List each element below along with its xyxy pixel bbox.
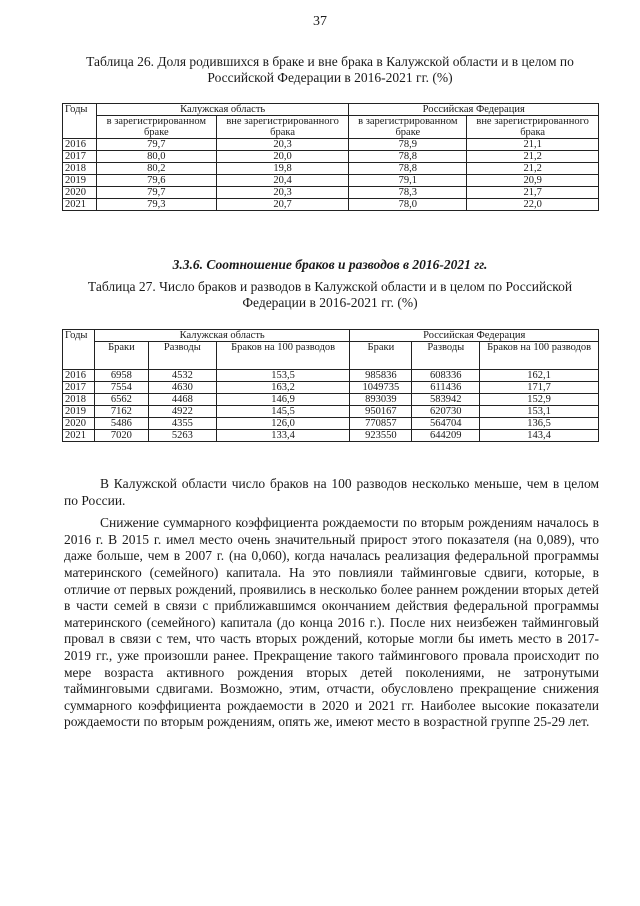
table27-cell-k_div: 4532 bbox=[148, 370, 216, 382]
table26-row bbox=[63, 151, 599, 163]
table27-row bbox=[63, 394, 599, 406]
table27-cell-k_mar: 7554 bbox=[94, 382, 148, 394]
table27-cell-rf_ratio: 171,7 bbox=[480, 382, 599, 394]
table27-cell-k_ratio: 153,5 bbox=[216, 370, 350, 382]
table27-cell-year: 2020 bbox=[63, 418, 95, 430]
table27-cell-rf_mar: 1049735 bbox=[350, 382, 412, 394]
table27-cell-rf_div: 620730 bbox=[412, 406, 480, 418]
table27-cell-rf_div: 608336 bbox=[412, 370, 480, 382]
table27-cell-k_div: 4355 bbox=[148, 418, 216, 430]
table27-cell-k_div: 4922 bbox=[148, 406, 216, 418]
table26-cell-k_in: 80,0 bbox=[96, 151, 216, 163]
table27-row bbox=[63, 418, 599, 430]
table27-cell-rf_div: 583942 bbox=[412, 394, 480, 406]
table26-cell-k_out: 20,7 bbox=[216, 199, 349, 211]
table26-cell-year: 2016 bbox=[63, 139, 97, 151]
table26-cell-rf_out: 21,2 bbox=[467, 163, 599, 175]
table27-cell-k_mar: 6958 bbox=[94, 370, 148, 382]
table26-cell-rf_in: 78,9 bbox=[349, 139, 467, 151]
table27-subheader-kaluga-divorces: Разводы bbox=[148, 342, 216, 370]
table26-cell-year: 2021 bbox=[63, 199, 97, 211]
table26 bbox=[62, 103, 599, 211]
table27-header-kaluga: Калужская область bbox=[94, 330, 349, 342]
table27-cell-k_mar: 7020 bbox=[94, 430, 148, 442]
table27-cell-rf_div: 564704 bbox=[412, 418, 480, 430]
table27-subheader-rf-ratio: Браков на 100 разводов bbox=[480, 342, 599, 370]
table27-row bbox=[63, 382, 599, 394]
table27-cell-rf_ratio: 162,1 bbox=[480, 370, 599, 382]
table26-row bbox=[63, 187, 599, 199]
table26-header-rf: Российская Федерация bbox=[349, 104, 599, 116]
table27-header-rf: Российская Федерация bbox=[350, 330, 599, 342]
table27-cell-k_ratio: 145,5 bbox=[216, 406, 350, 418]
table26-cell-rf_out: 21,7 bbox=[467, 187, 599, 199]
table27-row bbox=[63, 406, 599, 418]
table27-caption: Таблица 27. Число браков и разводов в Калужской области и в целом по Российской Федерации в 2016-2021 гг. (%) bbox=[87, 279, 573, 310]
table26-header-kaluga: Калужская область bbox=[96, 104, 349, 116]
table26-cell-rf_in: 78,0 bbox=[349, 199, 467, 211]
table27-subheader-kaluga-ratio: Браков на 100 разводов bbox=[216, 342, 350, 370]
table26-cell-k_out: 20,3 bbox=[216, 139, 349, 151]
paragraph-2: Снижение суммарного коэффициента рождаемости по вторым рождениям началось в 2016 г. В 2015 г. имел место очень значительный прирост этого показателя (на 0,089), что даже больше, чем в 2007 г. (на 0,060), когда началась реализация федеральной программы материнского (семейного) капитала. На это повлияли тайминговые сдвиги, которые, в отличие от первых рождений, проявились в несколько более раннем рождении вторых детей в части семей в связи с приближавшимся окончанием действия федеральной программы материнского (семейного) капитала (до конца 2016 г.). После них неизбежен тайминговый провал в связи с тем, что часть вторых рождений, которые могли бы иметь место в 2017-2019 гг., уже произошли ранее. Прекращение такого таймингового провала происходит по мере возраста активного рождения вторых детей поколениями, не затронутыми тайминговыми сдвигами. Возможно, этим, отчасти, обусловлено прекращение снижения суммарного коэффициента рождаемости в 2020 и 2021 гг. Наиболее высокие показатели рождаемости по вторым рождениям, опять же, имеют место в возрастной группе 25-29 лет. bbox=[64, 515, 599, 730]
table27-cell-k_div: 4630 bbox=[148, 382, 216, 394]
table27-cell-rf_mar: 893039 bbox=[350, 394, 412, 406]
table26-cell-rf_in: 79,1 bbox=[349, 175, 467, 187]
table27-cell-year: 2016 bbox=[63, 370, 95, 382]
table26-cell-k_in: 79,6 bbox=[96, 175, 216, 187]
table27-cell-rf_ratio: 136,5 bbox=[480, 418, 599, 430]
table27-cell-rf_div: 644209 bbox=[412, 430, 480, 442]
table26-row bbox=[63, 139, 599, 151]
table26-cell-k_out: 20,4 bbox=[216, 175, 349, 187]
table26-cell-k_in: 79,7 bbox=[96, 139, 216, 151]
table27-cell-rf_ratio: 153,1 bbox=[480, 406, 599, 418]
table26-cell-k_out: 20,3 bbox=[216, 187, 349, 199]
table26-cell-k_in: 80,2 bbox=[96, 163, 216, 175]
table27-cell-k_div: 4468 bbox=[148, 394, 216, 406]
table27-cell-rf_mar: 923550 bbox=[350, 430, 412, 442]
table26-cell-rf_out: 21,1 bbox=[467, 139, 599, 151]
table26-header-years: Годы bbox=[63, 104, 97, 139]
table27-cell-year: 2019 bbox=[63, 406, 95, 418]
table26-subheader-rf-out: вне зарегистрированного брака bbox=[467, 116, 599, 139]
table26-subheader-kaluga-in: в зарегистрированном браке bbox=[96, 116, 216, 139]
table27-subheader-kaluga-marriages: Браки bbox=[94, 342, 148, 370]
table27-cell-k_ratio: 163,2 bbox=[216, 382, 350, 394]
table26-cell-year: 2020 bbox=[63, 187, 97, 199]
table27 bbox=[62, 329, 599, 442]
table27-cell-rf_mar: 770857 bbox=[350, 418, 412, 430]
table26-row bbox=[63, 199, 599, 211]
table26-cell-rf_out: 20,9 bbox=[467, 175, 599, 187]
table26-cell-k_out: 19,8 bbox=[216, 163, 349, 175]
table27-cell-year: 2021 bbox=[63, 430, 95, 442]
table26-cell-year: 2019 bbox=[63, 175, 97, 187]
table26-row bbox=[63, 163, 599, 175]
table26-cell-rf_in: 78,8 bbox=[349, 163, 467, 175]
table27-row bbox=[63, 430, 599, 442]
table27-cell-k_mar: 7162 bbox=[94, 406, 148, 418]
table26-cell-k_in: 79,7 bbox=[96, 187, 216, 199]
table27-subheader-rf-divorces: Разводы bbox=[412, 342, 480, 370]
body-text bbox=[64, 476, 599, 731]
table27-cell-k_ratio: 126,0 bbox=[216, 418, 350, 430]
table26-cell-k_in: 79,3 bbox=[96, 199, 216, 211]
table27-cell-rf_div: 611436 bbox=[412, 382, 480, 394]
table27-cell-year: 2017 bbox=[63, 382, 95, 394]
table26-cell-rf_in: 78,8 bbox=[349, 151, 467, 163]
table27-cell-k_mar: 6562 bbox=[94, 394, 148, 406]
table27-cell-k_div: 5263 bbox=[148, 430, 216, 442]
table27-cell-year: 2018 bbox=[63, 394, 95, 406]
table27-cell-rf_ratio: 152,9 bbox=[480, 394, 599, 406]
table26-caption: Таблица 26. Доля родившихся в браке и вне брака в Калужской области и в целом по Российской Федерации в 2016-2021 гг. (%) bbox=[86, 54, 574, 85]
paragraph-1: В Калужской области число браков на 100 разводов несколько меньше, чем в целом по России. bbox=[64, 476, 599, 508]
table27-cell-rf_ratio: 143,4 bbox=[480, 430, 599, 442]
table26-cell-rf_in: 78,3 bbox=[349, 187, 467, 199]
table26-cell-k_out: 20,0 bbox=[216, 151, 349, 163]
table26-cell-year: 2018 bbox=[63, 163, 97, 175]
table26-cell-rf_out: 22,0 bbox=[467, 199, 599, 211]
table27-cell-k_ratio: 146,9 bbox=[216, 394, 350, 406]
table27-cell-k_mar: 5486 bbox=[94, 418, 148, 430]
table26-subheader-rf-in: в зарегистрированном браке bbox=[349, 116, 467, 139]
table27-cell-rf_mar: 950167 bbox=[350, 406, 412, 418]
table26-cell-year: 2017 bbox=[63, 151, 97, 163]
table27-cell-k_ratio: 133,4 bbox=[216, 430, 350, 442]
table26-cell-rf_out: 21,2 bbox=[467, 151, 599, 163]
table27-row bbox=[63, 370, 599, 382]
section-heading: 3.3.6. Соотношение браков и разводов в 2016-2021 гг. bbox=[172, 257, 488, 272]
table27-cell-rf_mar: 985836 bbox=[350, 370, 412, 382]
page-number: 37 bbox=[313, 14, 327, 29]
table27-header-years: Годы bbox=[63, 330, 95, 370]
table27-subheader-rf-marriages: Браки bbox=[350, 342, 412, 370]
table26-subheader-kaluga-out: вне зарегистрированного брака bbox=[216, 116, 349, 139]
table26-row bbox=[63, 175, 599, 187]
